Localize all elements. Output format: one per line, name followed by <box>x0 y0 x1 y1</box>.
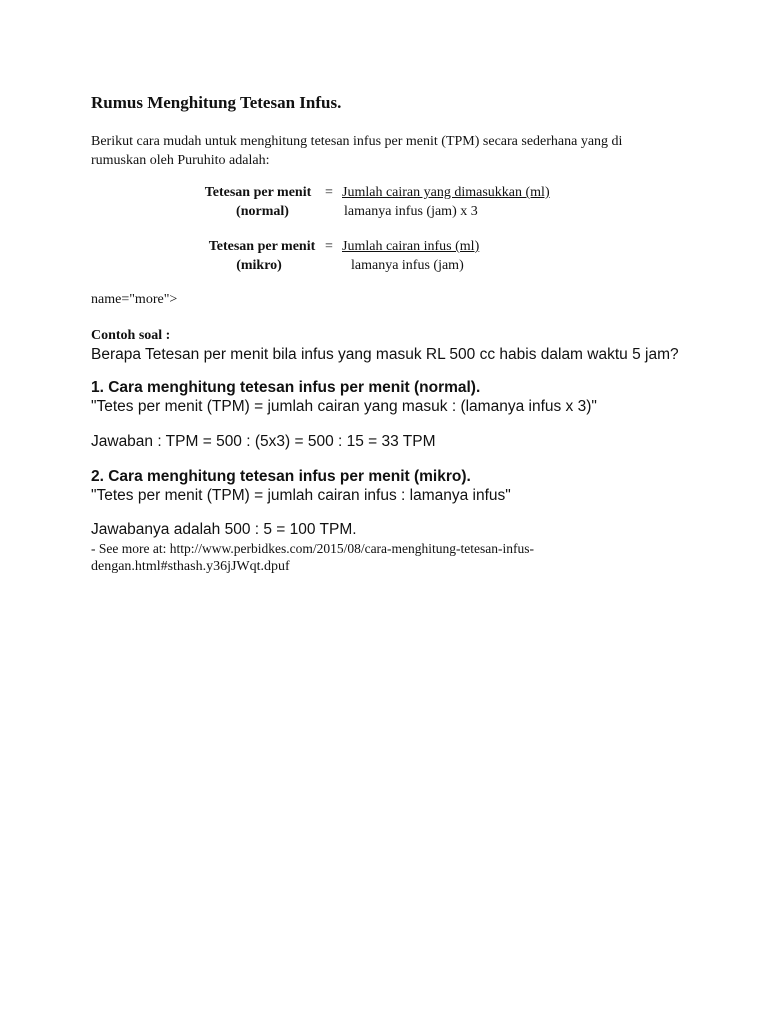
formula-mikro-denominator: lamanya infus (jam) <box>351 258 464 273</box>
formula-mikro-equals: = <box>325 239 333 254</box>
formula-normal-denominator: lamanya infus (jam) x 3 <box>344 204 478 219</box>
formula-mikro-label-bottom: (mikro) <box>236 258 282 273</box>
stray-markup-text: name="more"> <box>91 292 178 307</box>
see-more-link-text[interactable]: dengan.html#sthash.y36jJWqt.dpuf <box>91 559 290 574</box>
section1-formula: "Tetes per menit (TPM) = jumlah cairan yang masuk : (lamanya infus x 3)" <box>91 398 597 415</box>
section2-answer: Jawabanya adalah 500 : 5 = 100 TPM. <box>91 521 357 538</box>
intro-line: Berikut cara mudah untuk menghitung tetesan infus per menit (TPM) secara sederhana yang di <box>91 134 623 149</box>
formula-normal-numerator: Jumlah cairan yang dimasukkan (ml) <box>342 185 550 200</box>
section2-heading: 2. Cara menghitung tetesan infus per menit (mikro). <box>91 468 471 485</box>
section2-formula: "Tetes per menit (TPM) = jumlah cairan infus : lamanya infus" <box>91 487 511 504</box>
section1-heading: 1. Cara menghitung tetesan infus per menit (normal). <box>91 379 481 396</box>
see-more-link-text[interactable]: - See more at: http://www.perbidkes.com/2015/08/cara-menghitung-tetesan-infus- <box>91 541 535 556</box>
formula-normal-equals: = <box>325 185 333 200</box>
page-title: Rumus Menghitung Tetesan Infus. <box>91 93 342 112</box>
section1-answer: Jawaban : TPM = 500 : (5x3) = 500 : 15 = 33 TPM <box>91 433 436 450</box>
intro-paragraph <box>91 132 681 170</box>
example-question: Berapa Tetesan per menit bila infus yang masuk RL 500 cc habis dalam waktu 5 jam? <box>91 346 679 363</box>
example-label: Contoh soal : <box>91 328 171 343</box>
formula-mikro-numerator: Jumlah cairan infus (ml) <box>342 239 480 254</box>
intro-line: rumuskan oleh Puruhito adalah: <box>91 153 270 168</box>
formula-normal-label-bottom: (normal) <box>236 204 289 219</box>
formula-normal-label-top: Tetesan per menit <box>204 185 312 200</box>
formula-mikro-label-top: Tetesan per menit <box>208 239 316 254</box>
